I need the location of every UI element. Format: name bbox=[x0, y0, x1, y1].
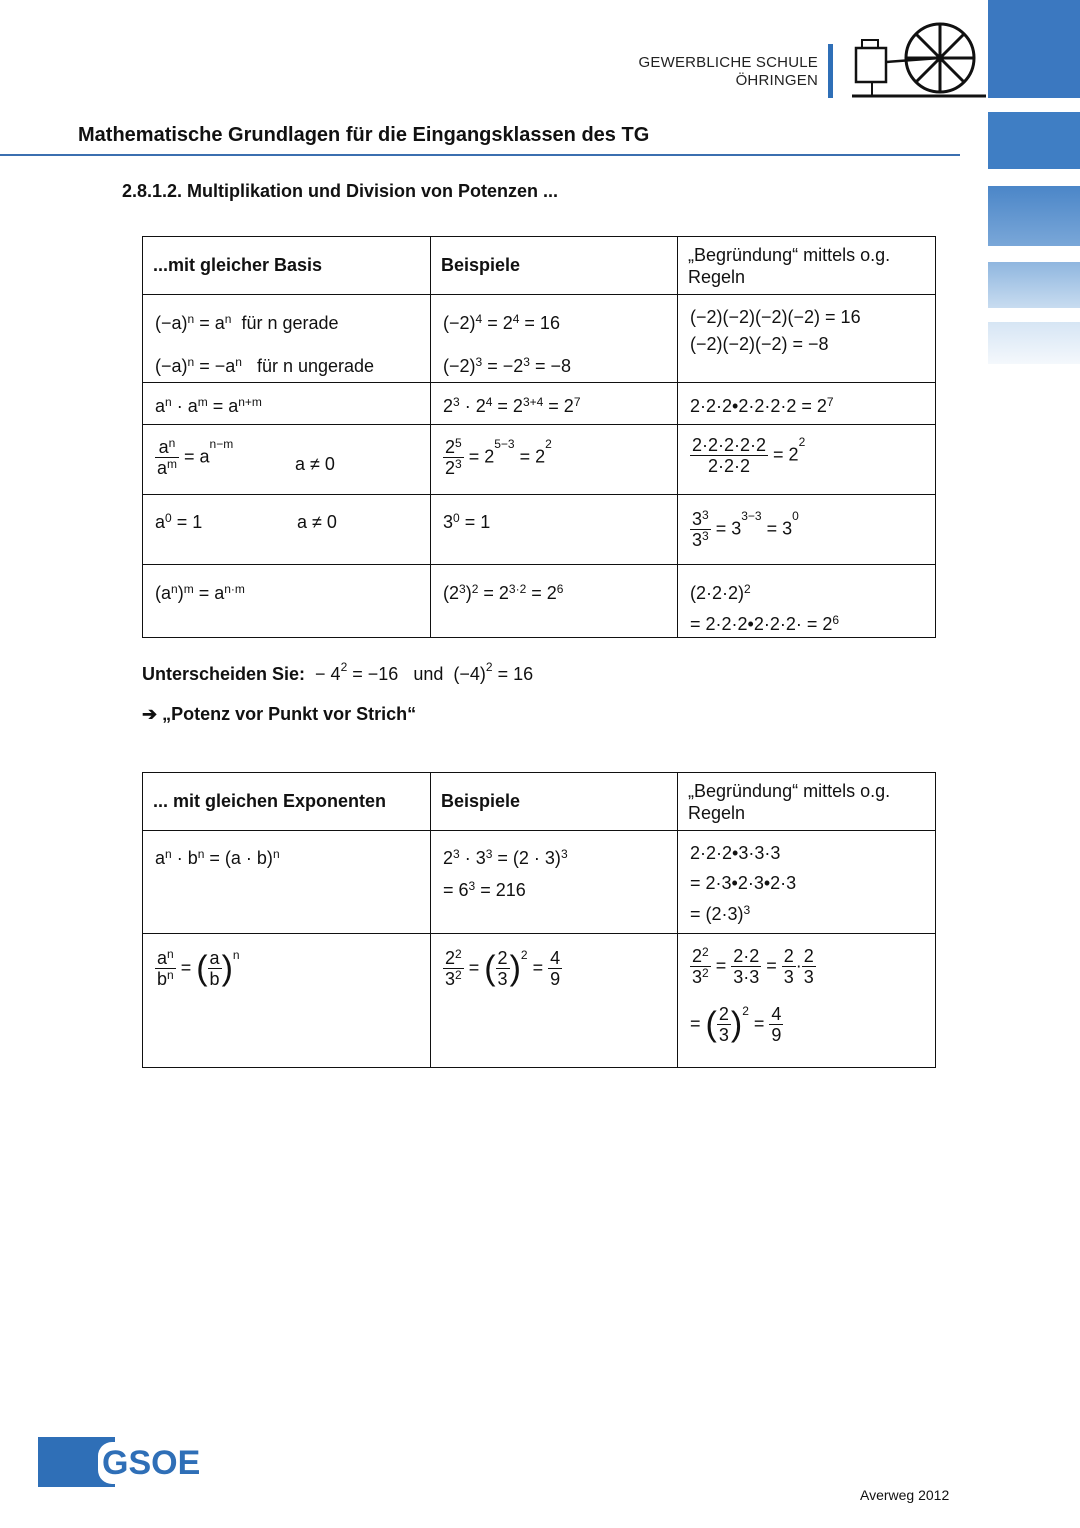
justification-cell: $\frac{3^3}{3^3}$ = $3^{3-3} = 3^0$ bbox=[678, 495, 936, 565]
example-cell: $2^3 \cdot 2^4 = 2^{3+4} = 2^7$ bbox=[431, 383, 678, 425]
school-separator bbox=[828, 44, 833, 98]
gsoe-logo: GSOE bbox=[98, 1442, 206, 1484]
header-examples: Beispiele bbox=[431, 773, 678, 831]
table-header-row bbox=[143, 773, 936, 831]
header-justification: „Begründung“ mittels o.g. Regeln bbox=[678, 773, 936, 831]
section-heading: 2.8.1.2. Multiplikation und Division von Potenzen ... bbox=[122, 181, 559, 201]
side-bar-2 bbox=[988, 112, 1080, 169]
table-row bbox=[143, 934, 936, 1068]
justification-cell: $\frac{2^2}{3^2}$ = $\frac{2\cdot 2}{3\cdot 3}$ = $\frac{2}{3}$ · $\frac{2}{3}$ = ( $\frac{2}{3}$ )$^2$ = $\frac{4}{9}$ bbox=[678, 934, 936, 1068]
example-cell: $\frac{2^5}{2^3}$ = $2^{5-3} = 2^2$ bbox=[431, 425, 678, 495]
rule-cell: $\frac{a^n}{a^m}$ = $a^{n-m}$ a ≠ 0 bbox=[143, 425, 431, 495]
header-examples: Beispiele bbox=[431, 237, 678, 295]
author-credit: Averweg 2012 bbox=[860, 1487, 950, 1503]
document-title: Mathematische Grundlagen für die Eingangsklassen des TG bbox=[78, 124, 650, 146]
header-same-exponent: ... mit gleichen Exponenten bbox=[143, 773, 431, 831]
rule-cell: $a^n \cdot b^n = (a \cdot b)^n$ bbox=[143, 831, 431, 934]
order-rule: ➔ „Potenz vor Punkt vor Strich“ bbox=[142, 704, 417, 724]
rule-cell: $a^n \cdot a^m = a^{n+m}$ bbox=[143, 383, 431, 425]
example-cell: $\frac{2^2}{3^2}$ = ( $\frac{2}{3}$ )$^2$ = $\frac{4}{9}$ bbox=[431, 934, 678, 1068]
rule-cell: $(-a)^n = a^n$ für n gerade $(-a)^n = -a^n$ für n ungerade bbox=[143, 295, 431, 383]
header-justification: „Begründung“ mittels o.g. Regeln bbox=[678, 237, 936, 295]
side-bar-3 bbox=[988, 186, 1080, 246]
header-same-base: ...mit gleicher Basis bbox=[143, 237, 431, 295]
rule-cell: $a^0 = 1$ a ≠ 0 bbox=[143, 495, 431, 565]
table-row bbox=[143, 565, 936, 638]
table-header-row bbox=[143, 237, 936, 295]
justification-cell: 2·2·2•3·3·3 = 2·3•2·3•2·3 = $(2\cdot 3)^3$ bbox=[678, 831, 936, 934]
table-row bbox=[143, 295, 936, 383]
table-row bbox=[143, 425, 936, 495]
table-row bbox=[143, 383, 936, 425]
table-row bbox=[143, 831, 936, 934]
side-bar-5 bbox=[988, 322, 1080, 364]
steam-engine-logo-icon bbox=[852, 18, 1012, 100]
justification-cell: $(2\cdot 2\cdot 2)^2$ = 2·2·2•2·2·2· = $2^6$ bbox=[678, 565, 936, 638]
rule-cell: $\frac{a^n}{b^n}$ = ( $\frac{a}{b}$ )$^n$ bbox=[143, 934, 431, 1068]
example-cell: $(2^3)^2 = 2^{3\cdot 2} = 2^6$ bbox=[431, 565, 678, 638]
justification-cell: $\frac{2\cdot 2\cdot 2\cdot 2\cdot 2}{2\cdot 2\cdot 2}$ = $2^2$ bbox=[678, 425, 936, 495]
justification-cell: 2·2·2•2·2·2·2 = $2^7$ bbox=[678, 383, 936, 425]
title-rule bbox=[0, 154, 960, 156]
example-cell: $(-2)^4 = 2^4 = 16$ $(-2)^3 = -2^3 = -8$ bbox=[431, 295, 678, 383]
side-bar-4 bbox=[988, 262, 1080, 308]
footer-logo-block bbox=[38, 1437, 93, 1487]
example-cell: $2^3 \cdot 3^3 = (2 \cdot 3)^3$ = $6^3 = 216$ bbox=[431, 831, 678, 934]
justification-cell: (−2)(−2)(−2)(−2) = 16 (−2)(−2)(−2) = −8 bbox=[678, 295, 936, 383]
school-name: GEWERBLICHE SCHULE ÖHRINGEN bbox=[638, 54, 818, 89]
same-exponent-table bbox=[142, 772, 936, 1068]
rule-cell: $(a^n)^m = a^{n\cdot m}$ bbox=[143, 565, 431, 638]
table-row bbox=[143, 495, 936, 565]
same-base-table bbox=[142, 236, 936, 638]
distinguish-note: Unterscheiden Sie: − $4^2 = -16$ und $(-4)^2 = 16$ bbox=[142, 660, 534, 684]
example-cell: $3^0 = 1$ bbox=[431, 495, 678, 565]
